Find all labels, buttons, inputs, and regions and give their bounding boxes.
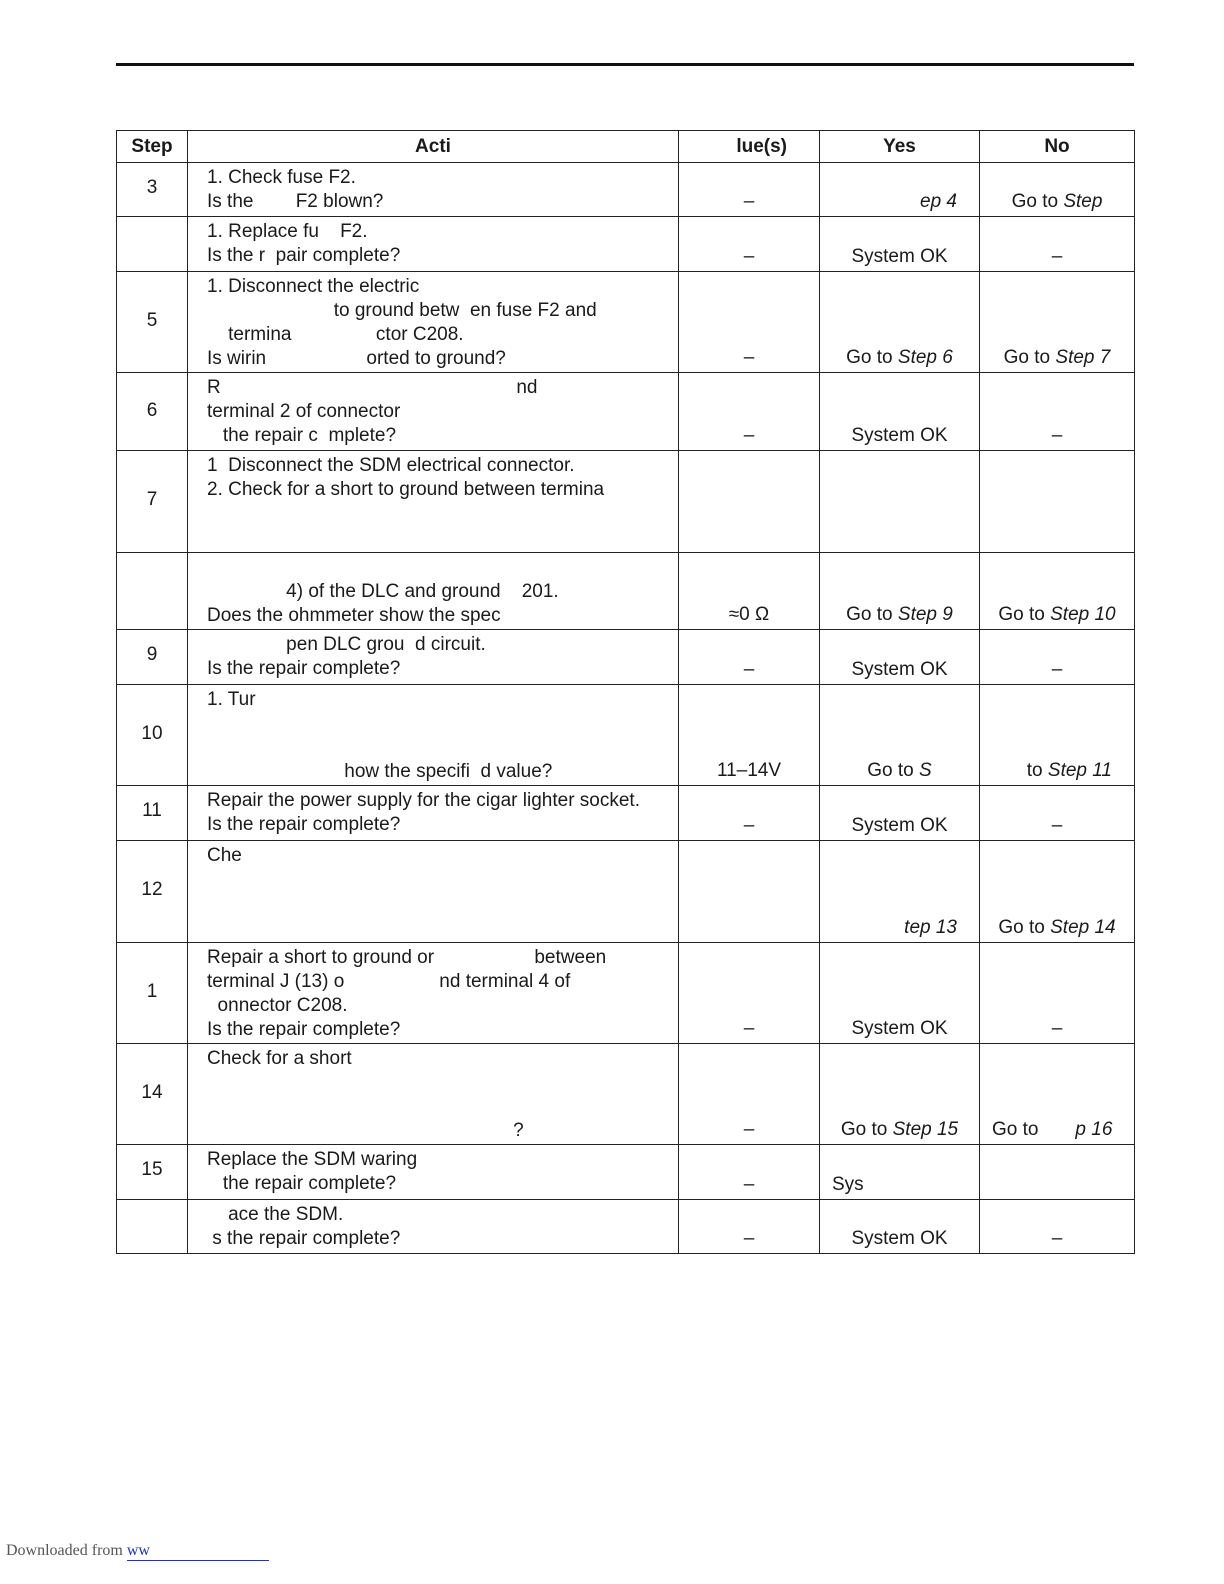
step-number: 3 [146,177,158,198]
no-cell [980,943,1135,1044]
step-number: 11 [142,800,162,821]
step-cell [117,630,188,685]
table-row [117,272,1135,373]
step-number: 15 [141,1159,163,1180]
yes-text: Sys [832,1174,864,1195]
yes-text: System OK [851,815,948,836]
yes-text: ep 4 [920,191,957,212]
table-row [117,1145,1135,1200]
yes-cell [820,373,980,451]
step-number: 10 [141,723,163,744]
yes-text: tep 13 [904,917,957,938]
value-text: – [743,1174,755,1195]
value-text: – [743,815,755,836]
no-cell [980,272,1135,373]
value-cell [679,1200,820,1254]
action-text: 1. Check fuse F2. Is the F2 blown? [207,167,384,212]
value-text: – [743,191,755,212]
value-text: – [743,1119,755,1140]
action-cell [188,630,679,685]
action-text: 1 Disconnect the SDM electrical connector. 2. Check for a short to ground between termina [207,455,605,500]
action-cell [188,1044,679,1145]
value-cell [679,786,820,841]
value-cell [679,553,820,630]
no-text: Go to Step 14 [998,917,1116,938]
action-text: R nd terminal 2 of connector the repair c mplete? [207,377,538,446]
step-number: 14 [141,1082,163,1103]
no-text: – [1051,1228,1063,1249]
action-text: Repair a short to ground or between terminal J (13) o nd terminal 4 of onnector C208. Is the repair complete? [207,947,607,1040]
yes-cell [820,1145,980,1200]
value-cell [679,1044,820,1145]
yes-cell [820,943,980,1044]
value-cell [679,1145,820,1200]
yes-text: Go to Step 6 [846,347,953,368]
action-text: 4) of the DLC and ground 201. Does the ohmmeter show the spec [207,581,559,626]
yes-text: System OK [851,1018,948,1039]
value-cell [679,217,820,272]
step-cell [117,163,188,217]
action-cell [188,685,679,786]
action-text: 1. Tur how the specifi d value? [207,689,553,782]
yes-cell [820,217,980,272]
action-cell [188,786,679,841]
yes-cell [820,685,980,786]
table-row [117,685,1135,786]
table-row [117,1044,1135,1145]
no-text: Go to p 16 [992,1119,1113,1140]
value-cell [679,272,820,373]
footer-prefix: Downloaded from [6,1542,127,1559]
value-cell [679,373,820,451]
step-cell [117,217,188,272]
action-cell [188,1145,679,1200]
value-cell [679,841,820,943]
no-text: – [1051,815,1063,836]
action-cell [188,553,679,630]
value-text: – [743,1018,755,1039]
step-cell [117,1145,188,1200]
value-text: – [743,425,755,446]
footer-link[interactable]: ww [127,1542,269,1561]
no-cell [980,786,1135,841]
no-cell [980,841,1135,943]
header-yes: Yes [820,131,980,163]
value-text: – [743,347,755,368]
step-cell [117,553,188,630]
table-row [117,451,1135,553]
action-cell [188,217,679,272]
table-row [117,841,1135,943]
no-cell [980,373,1135,451]
header-value: lue(s) [679,131,820,163]
no-text: – [1051,246,1063,267]
step-cell [117,685,188,786]
step-number: 5 [146,310,158,331]
no-cell [980,163,1135,217]
header-step: Step [117,131,188,163]
no-cell [980,217,1135,272]
no-text: – [1051,1018,1063,1039]
no-cell [980,553,1135,630]
yes-cell [820,451,980,553]
value-cell [679,943,820,1044]
step-cell [117,786,188,841]
table-row [117,943,1135,1044]
value-cell [679,685,820,786]
diagnostic-table [116,130,1135,1254]
action-text: 1. Replace fu F2. Is the r pair complete? [207,221,401,266]
table-row [117,630,1135,685]
value-text: ≈0 Ω [728,604,770,625]
yes-text: System OK [851,246,948,267]
step-cell [117,841,188,943]
yes-text: System OK [851,659,948,680]
table-row [117,217,1135,272]
value-text: 11–14V [716,760,782,781]
step-cell [117,1200,188,1254]
value-cell [679,451,820,553]
action-cell [188,451,679,553]
action-text: Check for a short ? [207,1048,524,1141]
step-number: 7 [146,489,158,510]
no-text: Go to Step 7 [1003,347,1111,368]
no-cell [980,1044,1135,1145]
yes-cell [820,630,980,685]
table-row [117,1200,1135,1254]
yes-text: Go to Step 9 [846,604,953,625]
step-cell [117,373,188,451]
no-cell [980,685,1135,786]
action-cell [188,1200,679,1254]
step-cell [117,451,188,553]
yes-cell [820,272,980,373]
step-number: 12 [141,879,163,900]
action-text: Che [207,845,242,866]
yes-text: Go to S [867,760,932,781]
value-cell [679,163,820,217]
table-row [117,373,1135,451]
step-cell [117,272,188,373]
no-text: Go to Step 10 [998,604,1116,625]
no-cell [980,1145,1135,1200]
footer [6,1542,269,1561]
yes-cell [820,1200,980,1254]
header-action: Acti [188,131,679,163]
step-cell [117,943,188,1044]
no-cell [980,1200,1135,1254]
top-rule [116,63,1134,66]
value-text: – [743,1228,755,1249]
yes-cell [820,163,980,217]
yes-cell [820,1044,980,1145]
table-row [117,553,1135,630]
yes-text: Go to Step 15 [840,1119,959,1140]
no-cell [980,630,1135,685]
no-text: Go to Step [1011,191,1103,212]
yes-text: System OK [851,425,948,446]
no-text: to Step 11 [1026,760,1112,781]
action-cell [188,841,679,943]
yes-cell [820,841,980,943]
action-cell [188,943,679,1044]
action-text: Replace the SDM waring the repair complete? [207,1149,418,1194]
step-number: 6 [146,400,158,421]
value-text: – [743,659,755,680]
action-text: Repair the power supply for the cigar lighter socket. Is the repair complete? [207,790,640,835]
table-row [117,163,1135,217]
action-text: ace the SDM. s the repair complete? [212,1204,401,1249]
yes-cell [820,786,980,841]
action-cell [188,163,679,217]
table-header-row [117,131,1135,163]
step-cell [117,1044,188,1145]
action-cell [188,272,679,373]
yes-text: System OK [851,1228,948,1249]
action-text: 1. Disconnect the electric to ground betw en fuse F2 and termina ctor C208. Is wirin orted to ground? [207,276,597,369]
yes-cell [820,553,980,630]
header-no: No [980,131,1135,163]
action-text: pen DLC grou d circuit. Is the repair complete? [207,634,486,679]
no-cell [980,451,1135,553]
value-text: – [743,246,755,267]
no-text: – [1051,425,1063,446]
table-row [117,786,1135,841]
step-number: 9 [146,644,158,665]
step-number: 1 [146,981,158,1002]
no-text: – [1051,659,1063,680]
value-cell [679,630,820,685]
action-cell [188,373,679,451]
